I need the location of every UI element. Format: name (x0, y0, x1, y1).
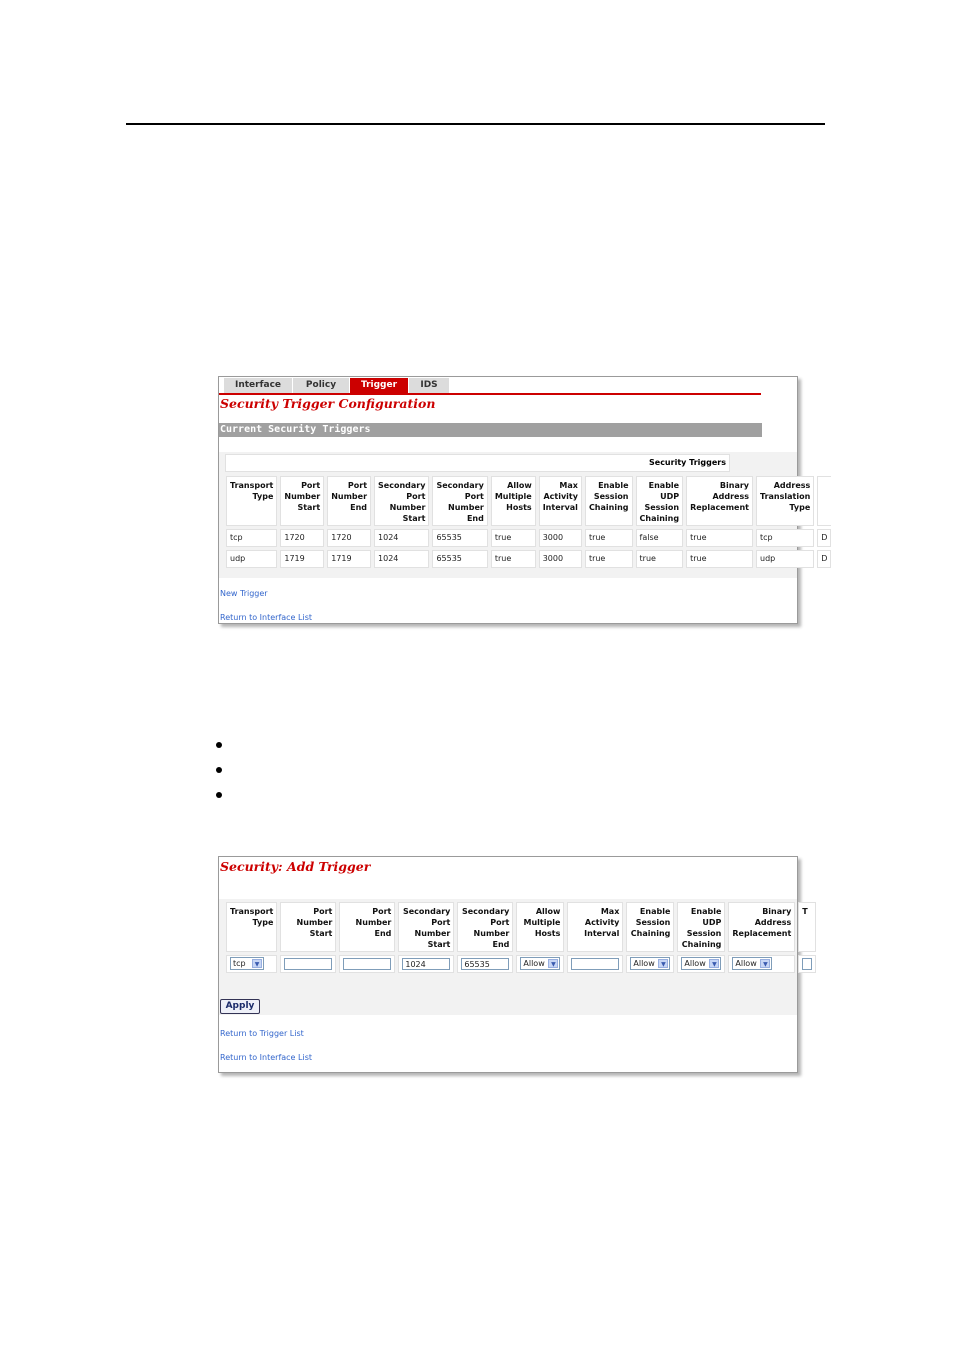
return-to-trigger-list-link[interactable]: Return to Trigger List (220, 1029, 304, 1038)
column-header: T (798, 902, 816, 952)
column-header: Port Number Start (280, 902, 336, 952)
cell-address-translation-type: tcp (756, 529, 814, 547)
cell-transport-type: tcp (226, 529, 277, 547)
column-header: Enable UDP Session Chaining (636, 476, 684, 526)
cell-enable-udp-session-chaining: false (636, 529, 684, 547)
cell-enable-session-chaining: true (585, 529, 633, 547)
column-header: Allow Multiple Hosts (491, 476, 536, 526)
column-header: Transport Type (226, 476, 277, 526)
add-trigger-form-area (219, 899, 808, 1015)
bullet (216, 767, 222, 773)
port-number-end-input[interactable] (343, 958, 391, 970)
table-header-row (226, 902, 816, 952)
header-rule (126, 123, 825, 125)
cell-port-start: 1720 (280, 529, 324, 547)
cell-max-activity-interval: 3000 (539, 550, 582, 568)
tab-bar (224, 378, 450, 393)
cell-allow-multiple-hosts: true (491, 529, 536, 547)
cell-address-translation-type: udp (756, 550, 814, 568)
column-header: Port Number End (327, 476, 371, 526)
new-trigger-link[interactable]: New Trigger (220, 589, 268, 598)
truncated-input[interactable] (802, 958, 812, 970)
table-header-row (226, 476, 831, 526)
column-header: Secondary Port Number End (457, 902, 513, 952)
cell-max-activity-interval: 3000 (539, 529, 582, 547)
row-action-link[interactable]: D (817, 550, 831, 568)
row-action-link[interactable]: D (817, 529, 831, 547)
table-caption: Security Triggers (225, 454, 730, 472)
enable-udp-session-chaining-select[interactable]: Allow ▼ (681, 957, 721, 970)
cell-enable-session-chaining: true (585, 550, 633, 568)
binary-address-replacement-select[interactable]: Allow ▼ (732, 957, 772, 970)
table-row (226, 550, 831, 568)
return-to-interface-list-link[interactable]: Return to Interface List (220, 1053, 313, 1062)
tab-underline (219, 393, 761, 395)
secondary-port-start-input[interactable]: 1024 (402, 958, 450, 970)
apply-button[interactable]: Apply (220, 999, 260, 1014)
tab-interface[interactable]: Interface (224, 378, 293, 393)
column-header: Max Activity Interval (539, 476, 582, 526)
column-header: Secondary Port Number Start (398, 902, 454, 952)
security-triggers-table (223, 473, 834, 571)
cell-port-start: 1719 (280, 550, 324, 568)
column-header: Binary Address Replacement (728, 902, 795, 952)
column-header: Allow Multiple Hosts (516, 902, 564, 952)
triggers-table-area (219, 452, 828, 578)
page-title: Security Trigger Configuration (220, 396, 436, 411)
cell-port-end: 1720 (327, 529, 371, 547)
chevron-down-icon: ▼ (548, 959, 558, 968)
column-header: Port Number End (339, 902, 395, 952)
secondary-port-end-input[interactable]: 65535 (461, 958, 509, 970)
cell-allow-multiple-hosts: true (491, 550, 536, 568)
column-header: Enable Session Chaining (585, 476, 633, 526)
column-header: Secondary Port Number Start (374, 476, 429, 526)
return-to-interface-list-link[interactable]: Return to Interface List (220, 613, 313, 622)
column-header: Transport Type (226, 902, 277, 952)
column-header: Binary Address Replacement (686, 476, 753, 526)
table-row (226, 529, 831, 547)
column-header: Enable UDP Session Chaining (677, 902, 725, 952)
chevron-down-icon: ▼ (760, 959, 770, 968)
tab-policy[interactable]: Policy (293, 378, 350, 393)
section-header: Current Security Triggers (219, 423, 762, 437)
chevron-down-icon: ▼ (658, 959, 668, 968)
chevron-down-icon: ▼ (252, 959, 262, 968)
bullet (216, 742, 222, 748)
security-add-trigger-screenshot (218, 856, 808, 1073)
page-title: Security: Add Trigger (220, 859, 371, 874)
cell-secondary-start: 1024 (374, 550, 429, 568)
enable-session-chaining-select[interactable]: Allow ▼ (630, 957, 670, 970)
security-trigger-configuration-screenshot (218, 376, 828, 624)
cell-binary-address-replacement: true (686, 550, 753, 568)
column-header: Port Number Start (280, 476, 324, 526)
column-header: Enable Session Chaining (626, 902, 674, 952)
cell-secondary-start: 1024 (374, 529, 429, 547)
tab-ids[interactable]: IDS (409, 378, 450, 393)
allow-multiple-hosts-select[interactable]: Allow ▼ (520, 957, 560, 970)
tab-trigger[interactable]: Trigger (350, 378, 409, 393)
table-row (226, 955, 816, 973)
column-header: Max Activity Interval (567, 902, 623, 952)
transport-type-select[interactable]: tcp ▼ (230, 957, 264, 970)
port-number-start-input[interactable] (284, 958, 332, 970)
cell-secondary-end: 65535 (432, 529, 487, 547)
cell-enable-udp-session-chaining: true (636, 550, 684, 568)
column-header: Secondary Port Number End (432, 476, 487, 526)
chevron-down-icon: ▼ (709, 959, 719, 968)
max-activity-interval-input[interactable] (571, 958, 619, 970)
cell-transport-type: udp (226, 550, 277, 568)
cell-secondary-end: 65535 (432, 550, 487, 568)
bullet (216, 792, 222, 798)
cell-port-end: 1719 (327, 550, 371, 568)
column-header: Address Translation Type (756, 476, 814, 526)
cell-binary-address-replacement: true (686, 529, 753, 547)
add-trigger-table (223, 899, 819, 976)
